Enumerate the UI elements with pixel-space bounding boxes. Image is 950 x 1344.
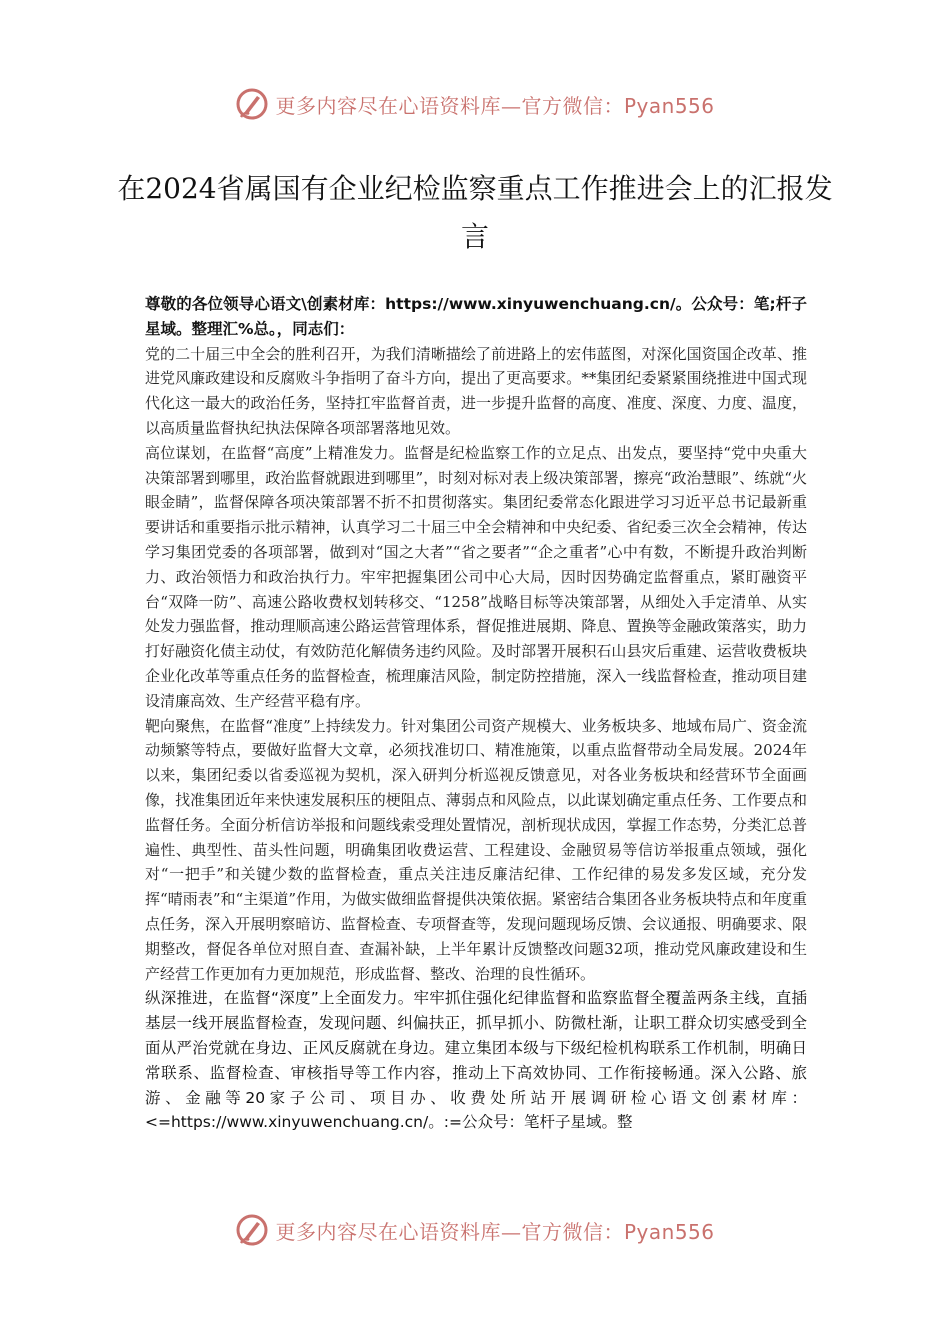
body-paragraph: 纵深推进，在监督“深度”上全面发力。牢牢抓住强化纪律监督和监察监督全覆盖两条主线，直插基层一线开展监督检查，发现问题、纠偏扶正，抓早抓小、防微杜渐，让职工群众切实感受到全面从严治党就在身边、正风反腐就在身边。建立集团本级与下级纪检机构联系工作机制，明确日常联系、监督检查、审核指导等工作内容，推动上下高效协同、工作衔接畅通。深入公路、旅游、金融等20家子公司、项目办、收费处所站开展调研检心语文创素材库：<=https://www.xinyuwenchuang.cn/。:=公众号：笔杆子星域。整	[145, 989, 807, 1132]
document-title: 在2024省属国有企业纪检监察重点工作推进会上的汇报发言	[117, 171, 833, 253]
banner-dash: —	[500, 1219, 522, 1244]
banner-wechat-id: Pyan556	[623, 1219, 715, 1244]
banner-main-text: 更多内容尽在心语资料库	[275, 1219, 501, 1244]
banner-text	[275, 90, 714, 119]
document-body	[145, 292, 807, 1135]
body-paragraph: 靶向聚焦，在监督“准度”上持续发力。针对集团公司资产规模大、业务板块多、地域布局广、资金流动频繁等特点，要做好监督大文章，必须找准切口、精准施策，以重点监督带动全局发展。2024年以来，集团纪委以省委巡视为契机，深入研判分析巡视反馈意见，对各业务板块和经营环节全面画像，找准集团近年来快速发展积压的梗阻点、薄弱点和风险点，以此谋划确定重点任务、工作要点和监督任务。全面分析信访举报和问题线索受理处置情况，剖析现状成因，掌握工作态势，分类汇总普遍性、典型性、苗头性问题，明确集团收费运营、工程建设、金融贸易等信访举报重点领域，强化对“一把手”和关键少数的监督检查，重点关注违反廉洁纪律、工作纪律的易发多发区域，充分发挥“晴雨表”和“主渠道”作用，为做实做细监督提供决策依据。紧密结合集团各业务板块特点和年度重点任务，深入开展明察暗访、监督检查、专项督查等，发现问题现场反馈、会议通报、明确要求、限期整改，督促各单位对照自查、查漏补缺，上半年累计反馈整改问题32项，推动党风廉政建设和生产经营工作更加有力更加规范，形成监督、整改、治理的良性循环。	[145, 716, 807, 983]
footer-banner	[0, 1210, 950, 1250]
pen-circle-logo-icon	[235, 1213, 269, 1247]
banner-dash: —	[500, 93, 522, 118]
banner-content	[235, 1213, 714, 1247]
salutation-paragraph: 尊敬的各位领导心语文\创素材库：https://www.xinyuwenchuang.cn/。公众号：笔;杆子星域。整理汇%总。，同志们：	[145, 295, 807, 338]
banner-wechat-label: 官方微信：	[521, 93, 624, 118]
body-paragraph: 党的二十届三中全会的胜利召开，为我们清晰描绘了前进路上的宏伟蓝图，对深化国资国企改革、推进党风廉政建设和反腐败斗争指明了奋斗方向，提出了更高要求。**集团纪委紧紧围绕推进中国式现代化这一最大的政治任务，坚持扛牢监督首责，进一步提升监督的高度、准度、深度、力度、温度，以高质量监督执纪执法保障各项部署落地见效。	[145, 344, 807, 437]
body-paragraph: 高位谋划，在监督“高度”上精准发力。监督是纪检监察工作的立足点、出发点，要坚持“党中央重大决策部署到哪里，政治监督就跟进到哪里”，时刻对标对表上级决策部署，擦亮“政治慧眼”、练就“火眼金睛”，监督保障各项决策部署不折不扣贯彻落实。集团纪委常态化跟进学习习近平总书记最新重要讲话和重要指示批示精神，认真学习二十届三中全会精神和中央纪委、省纪委三次全会精神，传达学习集团党委的各项部署，做到对“国之大者”“省之要者”“企之重者”心中有数，不断提升政治判断力、政治领悟力和政治执行力。牢牢把握集团公司中心大局，因时因势确定监督重点，紧盯融资平台“双降一防”、高速公路收费权划转移交、“1258”战略目标等决策部署，从细处入手定清单、从实处发力强监督，推动理顺高速公路运营管理体系，督促推进展期、降息、置换等金融政策落实，助力打好融资化债主动仗，有效防范化解债务违约风险。及时部署开展积石山县灾后重建、运营收费板块企业化改革等重点任务的监督检查，梳理廉洁风险，制定防控措施，深入一线监督检查，推动项目建设清廉高效、生产经营平稳有序。	[145, 443, 807, 710]
pen-circle-logo-icon	[235, 87, 269, 121]
banner-text	[275, 1216, 714, 1245]
banner-content	[235, 87, 714, 121]
banner-main-text: 更多内容尽在心语资料库	[275, 93, 501, 118]
banner-wechat-id: Pyan556	[623, 93, 715, 118]
header-banner	[0, 84, 950, 124]
banner-wechat-label: 官方微信：	[521, 1219, 624, 1244]
